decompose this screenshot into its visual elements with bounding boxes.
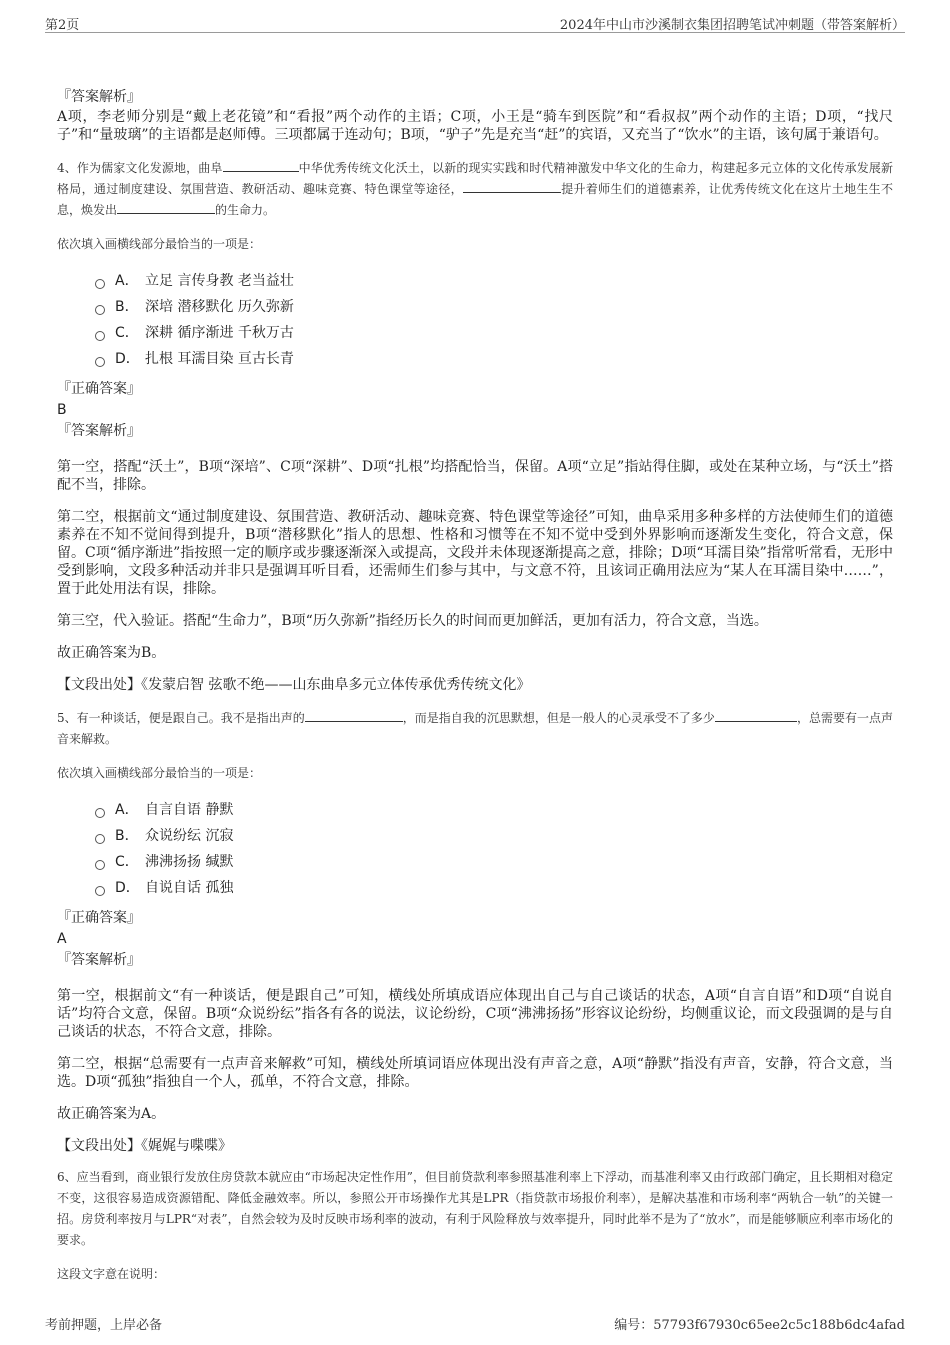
correct-answer-value: A bbox=[57, 931, 67, 947]
question-4-options bbox=[95, 268, 893, 372]
blank-1 bbox=[305, 708, 403, 722]
option-b[interactable]: B． 众说纷纭 沉寂 bbox=[95, 823, 893, 849]
source-citation: 【文段出处】《娓娓与喋喋》 bbox=[57, 1138, 232, 1154]
blank-2 bbox=[463, 179, 561, 193]
question-4-part1: 4、作为儒家文化发源地，曲阜 bbox=[57, 161, 223, 175]
option-b[interactable]: B． 深培 潜移默化 历久弥新 bbox=[95, 294, 893, 320]
document-title: 2024年中山市沙溪制衣集团招聘笔试冲刺题（带答案解析） bbox=[559, 18, 905, 33]
fill-prompt: 依次填入画横线部分最恰当的一项是： bbox=[57, 237, 262, 251]
answer-analysis-label: 『答案解析』 bbox=[57, 423, 141, 439]
analysis-conclusion: 故正确答案为A。 bbox=[57, 1106, 166, 1122]
question-6-text: 6、应当看到，商业银行发放住房贷款本就应由“市场起决定性作用”，但目前贷款利率参照基准利率上下浮动，而基准利率又由行政部门确定，且长期相对稳定不变，这很容易造成资源错配、降低金融效率。所以，参照公开市场操作尤其是LPR（指贷款市场报价利率），是解决基准和市场利率“两轨合一轨”的关键一招。房贷利率按月与LPR“对表”，自然会较为及时反映市场利率的波动，有利于风险释放与效率提升，同时此举不是为了“放水”，而是能够顺应利率市场化的要求。 bbox=[57, 1170, 893, 1247]
radio-button-icon[interactable] bbox=[95, 886, 105, 896]
option-d[interactable]: D． 扎根 耳濡目染 亘古长青 bbox=[95, 346, 893, 372]
radio-button-icon[interactable] bbox=[95, 331, 105, 341]
answer-analysis-label: 『答案解析』 bbox=[57, 89, 141, 105]
question-5-text: 5、有一种谈话，便是跟自己。我不是指出声的 ，而是指自我的沉思默想，但是一般人的心灵承受不了多少 ，总需要有一点声音来解救。 bbox=[57, 708, 893, 750]
source-citation: 【文段出处】《发蒙启智 弦歌不绝——山东曲阜多元立体传承优秀传统文化》 bbox=[57, 677, 531, 693]
radio-button-icon[interactable] bbox=[95, 808, 105, 818]
radio-button-icon[interactable] bbox=[95, 279, 105, 289]
analysis-paragraph: 第一空，搭配“沃土”，B项“深培”、C项“深耕”、D项“扎根”均搭配恰当，保留。A项“立足”指站得住脚，或处在某种立场，与“沃土”搭配不当，排除。 bbox=[57, 459, 893, 493]
correct-answer-value: B bbox=[57, 402, 67, 418]
question-4-part3: 提升着师生们的道德素养，让优秀传统文化在这片土地生生不息，焕发出 bbox=[57, 182, 893, 217]
fill-prompt: 依次填入画横线部分最恰当的一项是： bbox=[57, 766, 262, 780]
blank-1 bbox=[223, 158, 299, 172]
correct-answer-label: 『正确答案』 bbox=[57, 381, 141, 397]
option-d[interactable]: D． 自说自话 孤独 bbox=[95, 875, 893, 901]
blank-2 bbox=[715, 708, 797, 722]
page-footer bbox=[45, 1310, 905, 1333]
question-5-options bbox=[95, 797, 893, 901]
prev-analysis-text: A项，李老师分别是“戴上老花镜”和“看报”两个动作的主语；C项，小王是“骑车到医院”和“看叔叔”两个动作的主语；D项，“找尺子”和“量玻璃”的主语都是赵师傅。三项都属于连动句；B项，“驴子”先是充当“赶”的宾语，又充当了“饮水”的主语，该句属于兼语句。 bbox=[57, 109, 893, 143]
question-6-prompt: 这段文字意在说明： bbox=[57, 1267, 166, 1281]
question-4-text bbox=[57, 158, 893, 221]
page-header bbox=[45, 8, 905, 33]
page-number: 第2页 bbox=[45, 18, 80, 33]
analysis-paragraph: 第二空，根据前文“通过制度建设、氛围营造、教研活动、趣味竞赛、特色课堂等途径”可知，曲阜采用多种多样的方法使师生们的道德素养在不知不觉间得到提升，B项“潜移默化”指人的思想、性格和习惯等在不知不觉中受到外界影响而逐渐发生变化，符合文意，保留。C项“循序渐进”指按照一定的顺序或步骤逐渐深入或提高，文段并未体现逐渐提高之意，排除；D项“耳濡目染”指常听常看，无形中受到影响，文段多种活动并非只是强调耳听目看，还需师生们参与其中，与文意不符，且该词正确用法应为“某人在耳濡目染中……”，置于此处用法有误，排除。 bbox=[57, 509, 893, 597]
option-c[interactable]: C． 深耕 循序渐进 千秋万古 bbox=[95, 320, 893, 346]
radio-button-icon[interactable] bbox=[95, 860, 105, 870]
radio-button-icon[interactable] bbox=[95, 834, 105, 844]
answer-analysis-label: 『答案解析』 bbox=[57, 952, 141, 968]
radio-button-icon[interactable] bbox=[95, 357, 105, 367]
blank-3 bbox=[117, 200, 215, 214]
question-4-part4: 的生命力。 bbox=[215, 203, 276, 217]
analysis-paragraph: 第二空，根据“总需要有一点声音来解救”可知，横线处所填词语应体现出没有声音之意，A项“静默”指没有声音，安静，符合文意，当选。D项“孤独”指独自一个人，孤单，不符合文意，排除。 bbox=[57, 1056, 893, 1090]
correct-answer-label: 『正确答案』 bbox=[57, 910, 141, 926]
option-a[interactable]: A． 自言自语 静默 bbox=[95, 797, 893, 823]
analysis-conclusion: 故正确答案为B。 bbox=[57, 645, 166, 661]
option-a[interactable]: A． 立足 言传身教 老当益壮 bbox=[95, 268, 893, 294]
footer-slogan: 考前押题，上岸必备 bbox=[45, 1318, 163, 1333]
analysis-paragraph: 第三空，代入验证。搭配“生命力”，B项“历久弥新”指经历长久的时间而更加鲜活，更加有活力，符合文意，当选。 bbox=[57, 613, 768, 629]
radio-button-icon[interactable] bbox=[95, 305, 105, 315]
option-c[interactable]: C． 沸沸扬扬 缄默 bbox=[95, 849, 893, 875]
question-4-part2: 中华优秀传统文化沃土，以新的现实实践和时代精神激发中华文化的生命力，构建起多元立体的文化传承发展新格局，通过制度建设、氛围营造、教研活动、趣味竞赛、特色课堂等途径， bbox=[57, 161, 893, 196]
document-body bbox=[57, 88, 893, 1282]
analysis-paragraph: 第一空，根据前文“有一种谈话，便是跟自己”可知，横线处所填成语应体现出自己与自己谈话的状态，A项“自言自语”和D项“自说自话”均符合文意，保留。B项“众说纷纭”指各有各的说法，议论纷纷，C项“沸沸扬扬”形容议论纷纷，均侧重议论，而文段强调的是与自己谈话的状态，不符合文意，排除。 bbox=[57, 988, 893, 1040]
document-code: 编号：57793f67930c65ee2c5c188b6dc4afad bbox=[614, 1318, 905, 1333]
